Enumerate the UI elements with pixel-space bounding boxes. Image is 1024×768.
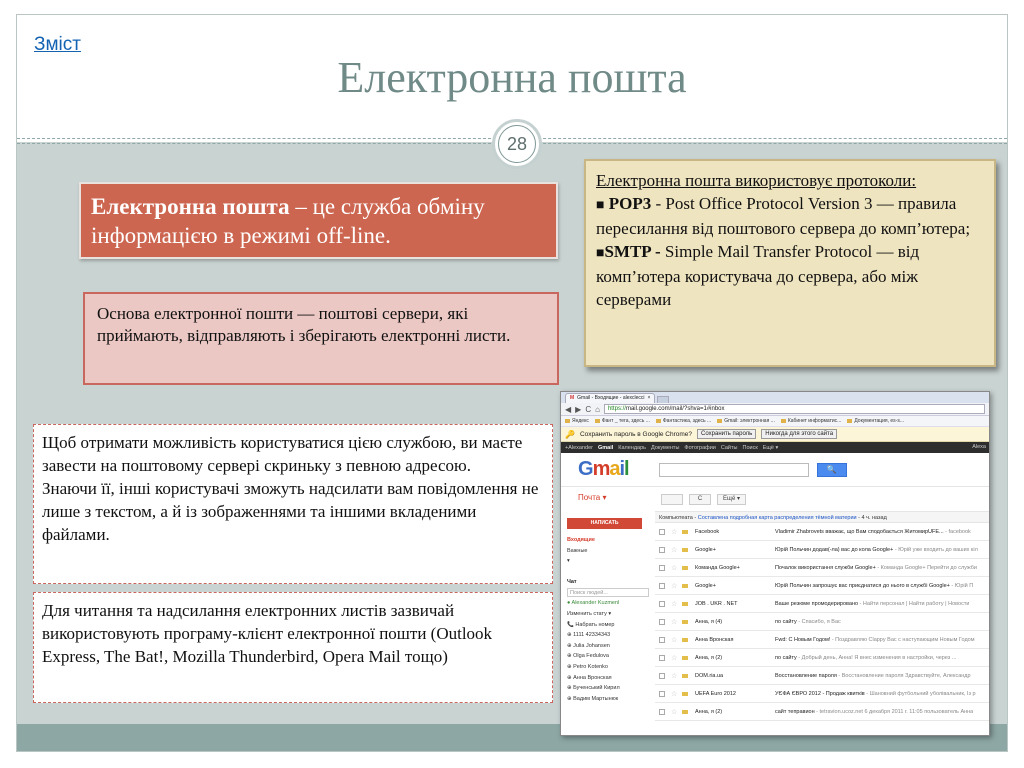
reload-icon[interactable]: C bbox=[585, 404, 592, 414]
message-list bbox=[655, 523, 989, 721]
row-checkbox[interactable] bbox=[659, 619, 665, 625]
chat-contact[interactable]: ⊕ Вадим Мартынюк bbox=[567, 695, 619, 702]
row-snippet: - facebook bbox=[943, 528, 971, 535]
row-sender: Анна Вронская bbox=[695, 636, 734, 643]
browser-tab-bar bbox=[561, 392, 989, 403]
protocol-name: POP3 bbox=[608, 194, 652, 213]
row-snippet: - Юрій уже входить до ваших кіл bbox=[893, 546, 978, 553]
slide-title: Електронна пошта bbox=[337, 53, 687, 102]
address-bar[interactable] bbox=[604, 404, 985, 414]
close-icon[interactable]: × bbox=[647, 395, 651, 401]
save-password-bar bbox=[561, 427, 989, 442]
select-all-checkbox[interactable] bbox=[661, 494, 683, 505]
chat-self-status[interactable]: ● Alexander Kuzmenl bbox=[567, 600, 620, 607]
row-snippet: - Поздравляю Clappy Вас с наступающим Новым Годом bbox=[830, 636, 975, 643]
table-row[interactable] bbox=[655, 649, 989, 667]
protocol-name: SMTP - bbox=[604, 242, 661, 261]
table-row[interactable] bbox=[655, 559, 989, 577]
row-checkbox[interactable] bbox=[659, 691, 665, 697]
bookmark-icon bbox=[847, 419, 852, 423]
square-bullet-icon: ■ bbox=[596, 198, 605, 213]
row-sender: UEFA Euro 2012 bbox=[695, 690, 736, 697]
mailbox-note-line2: Знаючи її, інші користувачі зможуть надсилати вам повідомлення не лише з текстом, а й із зображеннями та іншими вкладеними файлами. bbox=[42, 479, 539, 544]
basis-box bbox=[83, 292, 559, 385]
chat-contact[interactable]: ⊕ Анна Вронская bbox=[567, 674, 612, 681]
sidebar-item-important[interactable]: Важные bbox=[567, 547, 588, 554]
basis-text: Основа електронної пошти — поштові сервери, які приймають, відправляють і зберігають електронні листи. bbox=[97, 304, 511, 345]
star-icon[interactable]: ☆ bbox=[671, 546, 678, 554]
row-checkbox[interactable] bbox=[659, 547, 665, 553]
forward-icon[interactable]: ▶ bbox=[575, 404, 582, 414]
search-button[interactable] bbox=[817, 463, 847, 477]
topbar-link[interactable]: Документы bbox=[651, 444, 680, 451]
row-sender: Анна, я (4) bbox=[695, 618, 723, 625]
star-icon[interactable]: ☆ bbox=[671, 582, 678, 590]
new-tab-button[interactable] bbox=[657, 396, 669, 403]
importance-marker-icon[interactable] bbox=[682, 548, 688, 552]
mail-dropdown[interactable]: Почта ▾ bbox=[578, 493, 607, 502]
chat-contact[interactable]: ⊕ 1111 42334343 bbox=[567, 632, 611, 639]
gmail-favicon-icon: M bbox=[570, 395, 575, 401]
gmail-header bbox=[561, 453, 989, 487]
gmail-search-input[interactable] bbox=[659, 463, 809, 477]
gmail-screenshot bbox=[560, 391, 990, 736]
protocol-desc: Simple Mail Transfer Protocol — від комп’ютера користувача до сервера, або між серверами bbox=[596, 242, 920, 309]
mailbox-note bbox=[33, 424, 553, 584]
address-bar-row bbox=[561, 403, 989, 416]
gmail-logo[interactable]: Gmail bbox=[578, 458, 629, 480]
row-sender: JOB . UKR . NET bbox=[695, 600, 738, 607]
row-subject: Ваше резюме промодерировано - Найти персонал | Найти работу | Новости bbox=[775, 600, 970, 607]
star-icon[interactable]: ☆ bbox=[671, 528, 678, 536]
topbar-link[interactable]: Фотографии bbox=[684, 444, 716, 451]
save-password-button[interactable]: Сохранить пароль bbox=[697, 429, 756, 439]
chat-contact[interactable]: ⊕ Julia Johansen bbox=[567, 642, 610, 649]
slide-number: 28 bbox=[498, 125, 536, 163]
star-icon[interactable]: ☆ bbox=[671, 564, 678, 572]
bookmark-icon bbox=[565, 419, 570, 423]
importance-marker-icon[interactable] bbox=[682, 602, 688, 606]
row-checkbox[interactable] bbox=[659, 529, 665, 535]
row-snippet: - tetravion.ucoz.net 6 декабря 2011 г. 11:05 пользователь Анна bbox=[814, 708, 974, 715]
table-row[interactable] bbox=[655, 523, 989, 541]
row-subject: по сайту - Добрый день, Анна! Я внес изменения в настройки, через ... bbox=[775, 654, 957, 661]
news-clip: Компьютеата - Составлена подробная карта распределения тёмной материи - 4 ч. назад bbox=[655, 511, 989, 523]
key-icon: 🔑 bbox=[565, 429, 575, 439]
row-checkbox[interactable] bbox=[659, 565, 665, 571]
client-note-text: Для читання та надсилання електронних листів зазвичай використовують програму-клієнт електронної пошти (Outlook Express, The Bat!, Mozilla Thunderbird, Opera Mail тощо) bbox=[42, 601, 493, 666]
bookmark-icon bbox=[595, 419, 600, 423]
bookmarks-bar bbox=[561, 416, 989, 427]
row-subject: Юрій Польчин додав(-ла) вас до кола Google+ - Юрій уже входить до ваших кіл bbox=[775, 546, 978, 553]
protocol-item-pop3 bbox=[596, 192, 984, 240]
row-subject: сайт теправион - tetravion.ucoz.net 6 декабря 2011 г. 11:05 пользователь Анна bbox=[775, 708, 974, 715]
row-snippet: - Команда Google+ Перейти до служби bbox=[875, 564, 977, 571]
importance-marker-icon[interactable] bbox=[682, 674, 688, 678]
table-row[interactable] bbox=[655, 577, 989, 595]
table-row[interactable] bbox=[655, 667, 989, 685]
star-icon[interactable]: ☆ bbox=[671, 600, 678, 608]
definition-term: Електронна пошта bbox=[91, 194, 290, 219]
more-actions-button[interactable]: Ещё ▾ bbox=[717, 494, 746, 505]
star-icon[interactable]: ☆ bbox=[671, 618, 678, 626]
message-list-area bbox=[655, 487, 989, 736]
row-checkbox[interactable] bbox=[659, 583, 665, 589]
star-icon[interactable]: ☆ bbox=[671, 672, 678, 680]
sidebar-item-inbox[interactable]: Входящие bbox=[567, 537, 595, 543]
bookmark[interactable]: Gmail: электронная ... bbox=[717, 418, 775, 424]
row-subject: Юрій Польчин запрошує вас приєднатися до нього в службі Google+ - Юрій П bbox=[775, 582, 974, 589]
importance-marker-icon[interactable] bbox=[682, 584, 688, 588]
bookmark[interactable]: Документация, es-s... bbox=[847, 418, 904, 424]
importance-marker-icon[interactable] bbox=[682, 638, 688, 642]
table-row[interactable] bbox=[655, 595, 989, 613]
row-checkbox[interactable] bbox=[659, 637, 665, 643]
star-icon[interactable]: ☆ bbox=[671, 654, 678, 662]
bookmark-icon bbox=[656, 419, 661, 423]
row-snippet: - Найти персонал | Найти работу | Новости bbox=[858, 600, 970, 607]
row-sender: Google+ bbox=[695, 546, 716, 553]
row-subject: Почалок використання служби Google+ - Команда Google+ Перейти до служби bbox=[775, 564, 977, 571]
square-bullet-icon: ■ bbox=[596, 246, 605, 261]
topbar-link[interactable]: Поиск bbox=[742, 444, 758, 451]
change-status-dropdown[interactable]: Изменить стату ▾ bbox=[567, 610, 612, 617]
refresh-icon[interactable]: C bbox=[689, 494, 711, 505]
google-top-bar bbox=[561, 442, 989, 453]
row-sender: Анна, я (2) bbox=[695, 654, 723, 661]
row-subject: Vladimir Zhabrovets вважає, що Вам сподобається ЖитомирUFE... - facebook bbox=[775, 528, 971, 535]
row-snippet: - Восстановление пароля Здравствуйте, Александр bbox=[836, 672, 971, 679]
topbar-link[interactable]: +Alexander bbox=[565, 444, 593, 451]
table-row[interactable] bbox=[655, 703, 989, 721]
topbar-link[interactable]: Календарь bbox=[618, 444, 647, 451]
bookmark[interactable]: Фант _ тега, здесь ... bbox=[595, 418, 650, 424]
gmail-sidebar bbox=[561, 487, 655, 736]
slide-number-badge bbox=[492, 119, 542, 169]
chat-contact[interactable]: ⊕ Olga Fedulova bbox=[567, 653, 609, 660]
row-checkbox[interactable] bbox=[659, 673, 665, 679]
call-phone-link[interactable]: 📞 Набрать номер bbox=[567, 621, 615, 628]
topbar-account[interactable]: Alexa bbox=[972, 444, 986, 450]
topbar-link[interactable]: Сайты bbox=[720, 444, 738, 451]
client-note bbox=[33, 592, 553, 703]
star-icon[interactable]: ☆ bbox=[671, 708, 678, 716]
table-row[interactable] bbox=[655, 685, 989, 703]
importance-marker-icon[interactable] bbox=[682, 692, 688, 696]
row-subject: УЄФА ЄВРО 2012 - Продаж квитків - Шановний футбольний уболівальник, Із р bbox=[775, 690, 976, 697]
row-subject: по сайту - Спасибо, я Вас bbox=[775, 618, 841, 625]
star-icon[interactable]: ☆ bbox=[671, 690, 678, 698]
browser-tab-title: Gmail - Входящие - alexclecci bbox=[577, 395, 645, 401]
mailbox-note-line1: Щоб отримати можливість користуватися цією службою, ви маєте завести на поштовому сервері скриньку з певною адресою. bbox=[42, 433, 523, 475]
row-subject: Восстановление пароля - Восстановление пароля Здравствуйте, Александр bbox=[775, 672, 971, 679]
row-checkbox[interactable] bbox=[659, 655, 665, 661]
row-checkbox[interactable] bbox=[659, 601, 665, 607]
people-search-input[interactable]: Поиск людей... bbox=[567, 588, 649, 597]
protocol-item-smtp bbox=[596, 240, 984, 311]
bookmark-icon bbox=[717, 419, 722, 423]
star-icon[interactable]: ☆ bbox=[671, 636, 678, 644]
table-row[interactable] bbox=[655, 613, 989, 631]
chat-contact[interactable]: ⊕ Бученський Кирил bbox=[567, 685, 620, 692]
sidebar-more[interactable]: ▾ bbox=[567, 558, 570, 565]
row-snippet: - Добрый день, Анна! Я внес изменения в настройки, через ... bbox=[796, 654, 957, 661]
protocols-heading: Електронна пошта використовує протоколи: bbox=[596, 171, 917, 190]
back-icon[interactable]: ◀ bbox=[565, 404, 572, 414]
row-sender: Google+ bbox=[695, 582, 716, 589]
topbar-link[interactable]: Ещё ▾ bbox=[762, 444, 779, 451]
compose-button[interactable]: НАПИСАТЬ bbox=[567, 518, 642, 529]
row-subject: Fwd: С Новым Годом! - Поздравляю Clappy Вас с наступающим Новым Годом bbox=[775, 636, 975, 643]
chat-heading: Чат bbox=[567, 578, 577, 585]
row-sender: Анна, я (2) bbox=[695, 708, 723, 715]
url-path: mail.google.com/mail/?shva=1#inbox bbox=[625, 406, 725, 412]
protocol-desc: Post Office Protocol Version 3 — правила пересилання від поштового сервера до комп’ютера; bbox=[596, 194, 971, 238]
save-password-prompt: Сохранить пароль в Google Chrome? bbox=[579, 430, 693, 438]
importance-marker-icon[interactable] bbox=[682, 620, 688, 624]
gmail-body bbox=[561, 487, 989, 736]
definition-box bbox=[79, 182, 558, 259]
row-snippet: - Шановний футбольний уболівальник, Із р bbox=[864, 690, 976, 697]
importance-marker-icon[interactable] bbox=[682, 566, 688, 570]
never-save-button[interactable]: Никогда для этого сайта bbox=[761, 429, 837, 439]
topbar-link-gmail[interactable]: Gmail bbox=[597, 444, 614, 451]
bookmark-icon bbox=[781, 419, 786, 423]
table-row[interactable] bbox=[655, 541, 989, 559]
protocols-box bbox=[584, 159, 996, 367]
chat-contact[interactable]: ⊕ Petro Kotenko bbox=[567, 663, 608, 670]
browser-tab[interactable] bbox=[565, 393, 655, 403]
news-clip-link[interactable]: Составлена подробная карта распределения тёмной материи bbox=[697, 515, 857, 521]
row-snippet: - Спасибо, я Вас bbox=[796, 618, 841, 625]
importance-marker-icon[interactable] bbox=[682, 710, 688, 714]
row-checkbox[interactable] bbox=[659, 709, 665, 715]
table-row[interactable] bbox=[655, 631, 989, 649]
bookmark[interactable]: Фантастика, здесь ... bbox=[656, 418, 711, 424]
row-sender: DOM.ria.ua bbox=[695, 672, 724, 679]
importance-marker-icon[interactable] bbox=[682, 530, 688, 534]
bookmark[interactable]: Кабинет информатис... bbox=[781, 418, 842, 424]
protocol-separator: - bbox=[651, 194, 666, 213]
toc-link[interactable]: Зміст bbox=[34, 34, 81, 55]
importance-marker-icon[interactable] bbox=[682, 656, 688, 660]
definition-text: – це служба обміну інформацією в режимі off-line. bbox=[91, 194, 485, 248]
sidebar-list bbox=[567, 535, 653, 704]
row-sender: Facebook bbox=[695, 528, 720, 535]
home-icon[interactable]: ⌂ bbox=[595, 404, 600, 414]
row-snippet: - Юрій П bbox=[949, 582, 974, 589]
row-sender: Команда Google+ bbox=[695, 564, 740, 571]
search-icon: 🔍 bbox=[826, 465, 837, 474]
bookmark[interactable]: Яндекс bbox=[565, 418, 589, 424]
gmail-toolbar bbox=[655, 487, 989, 511]
url-scheme: https:// bbox=[607, 406, 626, 412]
